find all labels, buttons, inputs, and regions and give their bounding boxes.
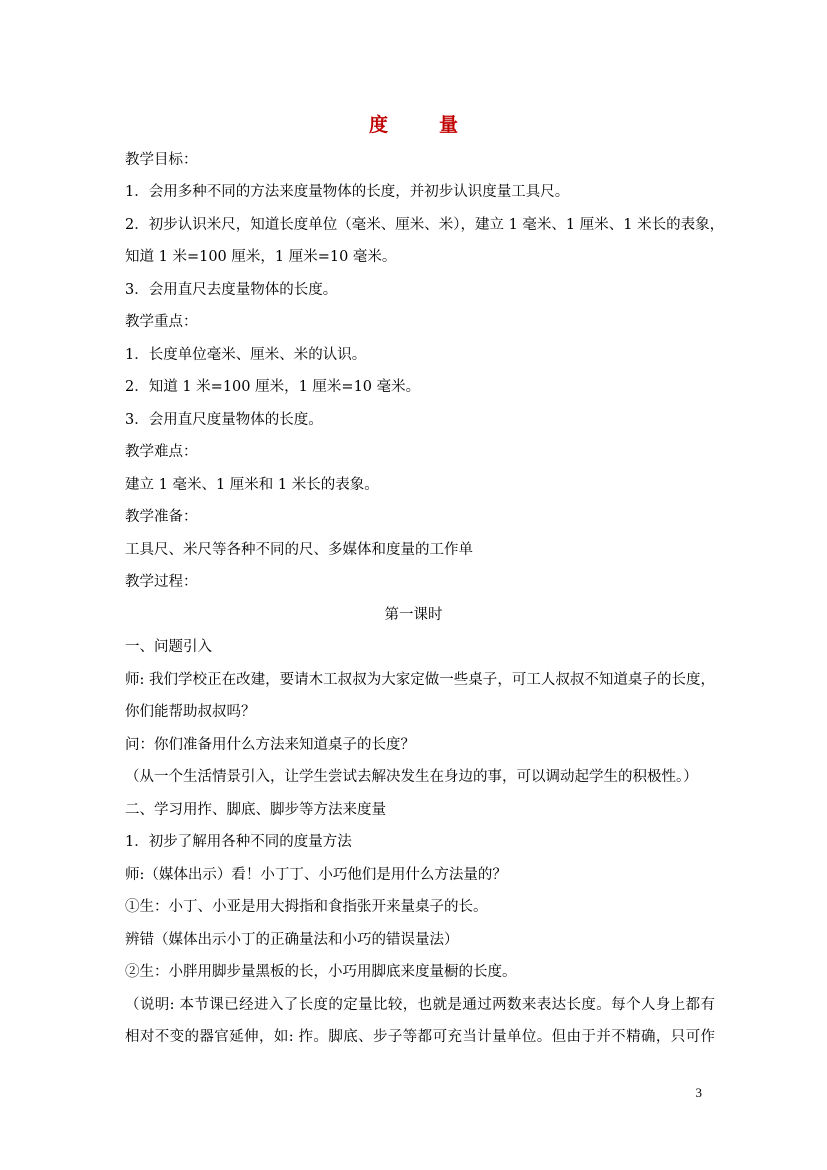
text-line: 工具尺、米尺等各种不同的尺、多媒体和度量的工作单 <box>125 542 473 558</box>
text-line: 1．长度单位毫米、厘米、米的认识。 <box>125 347 367 363</box>
page-number: 3 <box>695 1085 702 1100</box>
text-line: 2．初步认识米尺，知道长度单位（毫米、厘米、米），建立 1 毫米、1 厘米、1 米长的表象， <box>125 217 725 233</box>
text-line: 知道 1 米=100 厘米，1 厘米=10 毫米。 <box>125 249 397 265</box>
page-title: 度 量 <box>368 114 474 136</box>
text-line: 1．初步了解用各种不同的度量方法 <box>125 834 352 850</box>
text-line: 问：你们准备用什么方法来知道桌子的长度？ <box>125 737 415 753</box>
text-line: ①生：小丁、小亚是用大拇指和食指张开来量桌子的长。 <box>125 899 488 915</box>
text-line: 师: 我们学校正在改建，要请木工叔叔为大家定做一些桌子，可工人叔叔不知道桌子的长度， <box>125 672 715 688</box>
text-line: 建立 1 毫米、1 厘米和 1 米长的表象。 <box>125 477 379 493</box>
text-line: （说明: 本节课已经进入了长度的定量比较，也就是通过两数来表达长度。每个人身上都有 <box>125 997 715 1013</box>
text-line: 3．会用直尺度量物体的长度。 <box>125 412 323 428</box>
text-line: 1．会用多种不同的方法来度量物体的长度，并初步认识度量工具尺。 <box>125 184 570 200</box>
section-heading-preparation: 教学准备： <box>125 509 198 525</box>
text-line: 辨错（媒体出示小丁的正确量法和小巧的错误量法） <box>125 932 459 948</box>
lesson-heading: 第一课时 <box>384 607 443 623</box>
text-line: 你们能帮助叔叔吗？ <box>125 704 256 720</box>
text-line: 相对不变的器官延伸，如: 拃。脚底、步子等都可充当计量单位。但由于并不精确，只可作 <box>125 1029 715 1045</box>
section-heading-process: 教学过程： <box>125 574 198 590</box>
section-heading-key-points: 教学重点： <box>125 314 198 330</box>
text-line: 2．知道 1 米=100 厘米，1 厘米=10 毫米。 <box>125 379 421 395</box>
text-line: ②生：小胖用脚步量黑板的长，小巧用脚底来度量橱的长度。 <box>125 964 517 980</box>
section-heading-difficulties: 教学难点： <box>125 444 198 460</box>
text-line: 师:（媒体出示）看！小丁丁、小巧他们是用什么方法量的？ <box>125 867 507 883</box>
section-heading-objectives: 教学目标： <box>125 152 198 168</box>
text-line: （从一个生活情景引入，让学生尝试去解决发生在身边的事，可以调动起学生的积极性。） <box>125 769 698 785</box>
subsection-heading: 一、问题引入 <box>125 639 212 655</box>
text-line: 3．会用直尺去度量物体的长度。 <box>125 282 338 298</box>
subsection-heading: 二、学习用拃、脚底、脚步等方法来度量 <box>125 802 386 818</box>
